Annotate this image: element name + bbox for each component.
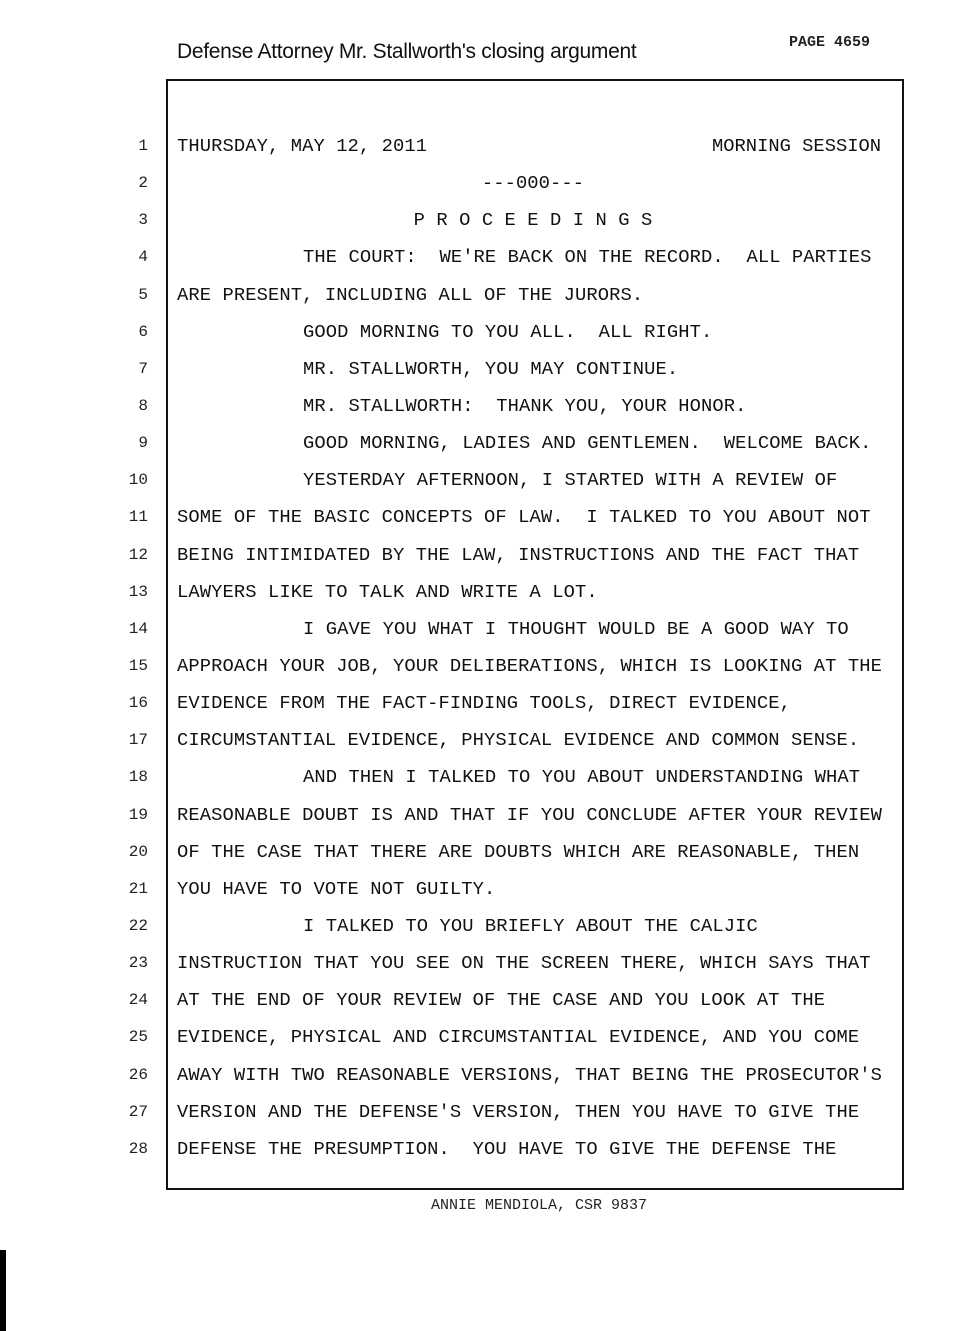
- line-number: 14: [128, 619, 148, 638]
- transcript-line: [0, 1094, 969, 1131]
- session-date: THURSDAY, MAY 12, 2011: [177, 135, 428, 157]
- line-text: INSTRUCTION THAT YOU SEE ON THE SCREEN THERE, WHICH SAYS THAT: [177, 952, 871, 975]
- line-number: 1: [138, 137, 148, 155]
- transcript-line: [0, 425, 969, 462]
- transcript-line: [0, 499, 969, 536]
- line-text: I GAVE YOU WHAT I THOUGHT WOULD BE A GOOD WAY TO: [303, 617, 849, 640]
- transcript-line: [0, 462, 969, 499]
- transcript-line: [0, 314, 969, 351]
- line-number: 18: [128, 768, 148, 787]
- line-text: THE COURT: WE'RE BACK ON THE RECORD. ALL PARTIES: [303, 246, 872, 269]
- line-text: MR. STALLWORTH, YOU MAY CONTINUE.: [303, 357, 679, 380]
- transcript-line: [0, 871, 969, 908]
- line-text: AWAY WITH TWO REASONABLE VERSIONS, THAT BEING THE PROSECUTOR'S: [177, 1063, 882, 1086]
- transcript-line: [0, 834, 969, 871]
- transcript-line: [0, 685, 969, 722]
- line-text: CIRCUMSTANTIAL EVIDENCE, PHYSICAL EVIDENCE AND COMMON SENSE.: [177, 729, 860, 752]
- line-text: AND THEN I TALKED TO YOU ABOUT UNDERSTANDING WHAT: [303, 766, 861, 789]
- line-text: ---000---: [481, 172, 585, 195]
- line-number: 2: [138, 174, 148, 193]
- transcript-lines: [0, 128, 969, 1168]
- transcript-line: [0, 277, 969, 314]
- transcript-line: [0, 1131, 969, 1168]
- line-number: 10: [128, 471, 148, 490]
- line-text: OF THE CASE THAT THERE ARE DOUBTS WHICH ARE REASONABLE, THEN: [177, 840, 860, 863]
- line-number: 13: [128, 582, 148, 601]
- line-number: 20: [128, 842, 148, 861]
- line-number: 12: [128, 545, 148, 564]
- transcript-line: [0, 1019, 969, 1056]
- line-text: DEFENSE THE PRESUMPTION. YOU HAVE TO GIVE THE DEFENSE THE: [177, 1137, 837, 1160]
- line-text: MR. STALLWORTH: THANK YOU, YOUR HONOR.: [303, 394, 747, 417]
- line-number: 8: [138, 396, 148, 415]
- line-text: REASONABLE DOUBT IS AND THAT IF YOU CONCLUDE AFTER YOUR REVIEW: [177, 803, 882, 826]
- line-number: 23: [128, 954, 148, 973]
- transcript-line: [0, 722, 969, 759]
- line-number: 19: [128, 805, 148, 824]
- transcript-line: [0, 388, 969, 425]
- line-text: YOU HAVE TO VOTE NOT GUILTY.: [177, 877, 496, 900]
- transcript-line: [0, 351, 969, 388]
- transcript-line: [0, 1057, 969, 1094]
- line-number: 11: [128, 508, 148, 527]
- line-text: BEING INTIMIDATED BY THE LAW, INSTRUCTIONS AND THE FACT THAT: [177, 543, 860, 566]
- line-number: 28: [128, 1139, 148, 1158]
- transcript-line: [0, 611, 969, 648]
- line-text: GOOD MORNING, LADIES AND GENTLEMEN. WELCOME BACK.: [303, 432, 872, 455]
- line-text: VERSION AND THE DEFENSE'S VERSION, THEN YOU HAVE TO GIVE THE: [177, 1100, 860, 1123]
- line-number: 15: [128, 656, 148, 675]
- line-text: AT THE END OF YOUR REVIEW OF THE CASE AND YOU LOOK AT THE: [177, 989, 826, 1012]
- line-text: LAWYERS LIKE TO TALK AND WRITE A LOT.: [177, 580, 598, 603]
- line-number: 26: [128, 1065, 148, 1084]
- line-number: 27: [128, 1102, 148, 1121]
- line-text: I TALKED TO YOU BRIEFLY ABOUT THE CALJIC: [303, 914, 758, 937]
- transcript-line: [0, 537, 969, 574]
- transcript-line: [0, 239, 969, 276]
- session-label: MORNING SESSION: [712, 135, 882, 157]
- transcript-line: [0, 797, 969, 834]
- page-number: PAGE 4659: [789, 34, 871, 51]
- court-reporter-footer: ANNIE MENDIOLA, CSR 9837: [430, 1197, 648, 1214]
- transcript-line: [0, 945, 969, 982]
- line-number: 5: [138, 285, 148, 304]
- scan-edge-mark: [0, 1250, 6, 1331]
- transcript-line: [0, 128, 969, 165]
- line-number: 3: [138, 211, 148, 230]
- line-number: 22: [128, 916, 148, 935]
- transcript-line: [0, 759, 969, 796]
- line-text: GOOD MORNING TO YOU ALL. ALL RIGHT.: [303, 320, 713, 343]
- transcript-line: [0, 648, 969, 685]
- transcript-line: [0, 908, 969, 945]
- transcript-line: [0, 165, 969, 202]
- line-text: EVIDENCE FROM THE FACT-FINDING TOOLS, DIRECT EVIDENCE,: [177, 692, 792, 715]
- line-number: 16: [128, 694, 148, 713]
- document-title: Defense Attorney Mr. Stallworth's closing argument: [177, 40, 637, 63]
- line-number: 17: [128, 731, 148, 750]
- line-text: YESTERDAY AFTERNOON, I STARTED WITH A REVIEW OF: [303, 469, 838, 492]
- line-number: 6: [138, 322, 148, 341]
- line-text: ARE PRESENT, INCLUDING ALL OF THE JURORS.: [177, 283, 644, 306]
- line-number: 24: [128, 991, 148, 1010]
- transcript-line: [0, 574, 969, 611]
- line-number: 9: [138, 434, 148, 453]
- line-number: 4: [138, 248, 148, 267]
- line-text: APPROACH YOUR JOB, YOUR DELIBERATIONS, WHICH IS LOOKING AT THE: [177, 654, 882, 677]
- line-text: SOME OF THE BASIC CONCEPTS OF LAW. I TALKED TO YOU ABOUT NOT: [177, 506, 871, 529]
- transcript-line: [0, 202, 969, 239]
- line-number: 25: [128, 1028, 148, 1047]
- line-text: P R O C E E D I N G S: [413, 209, 653, 232]
- line-text: EVIDENCE, PHYSICAL AND CIRCUMSTANTIAL EVIDENCE, AND YOU COME: [177, 1026, 860, 1049]
- line-number: 21: [128, 879, 148, 898]
- line-number: 7: [138, 359, 148, 378]
- transcript-line: [0, 982, 969, 1019]
